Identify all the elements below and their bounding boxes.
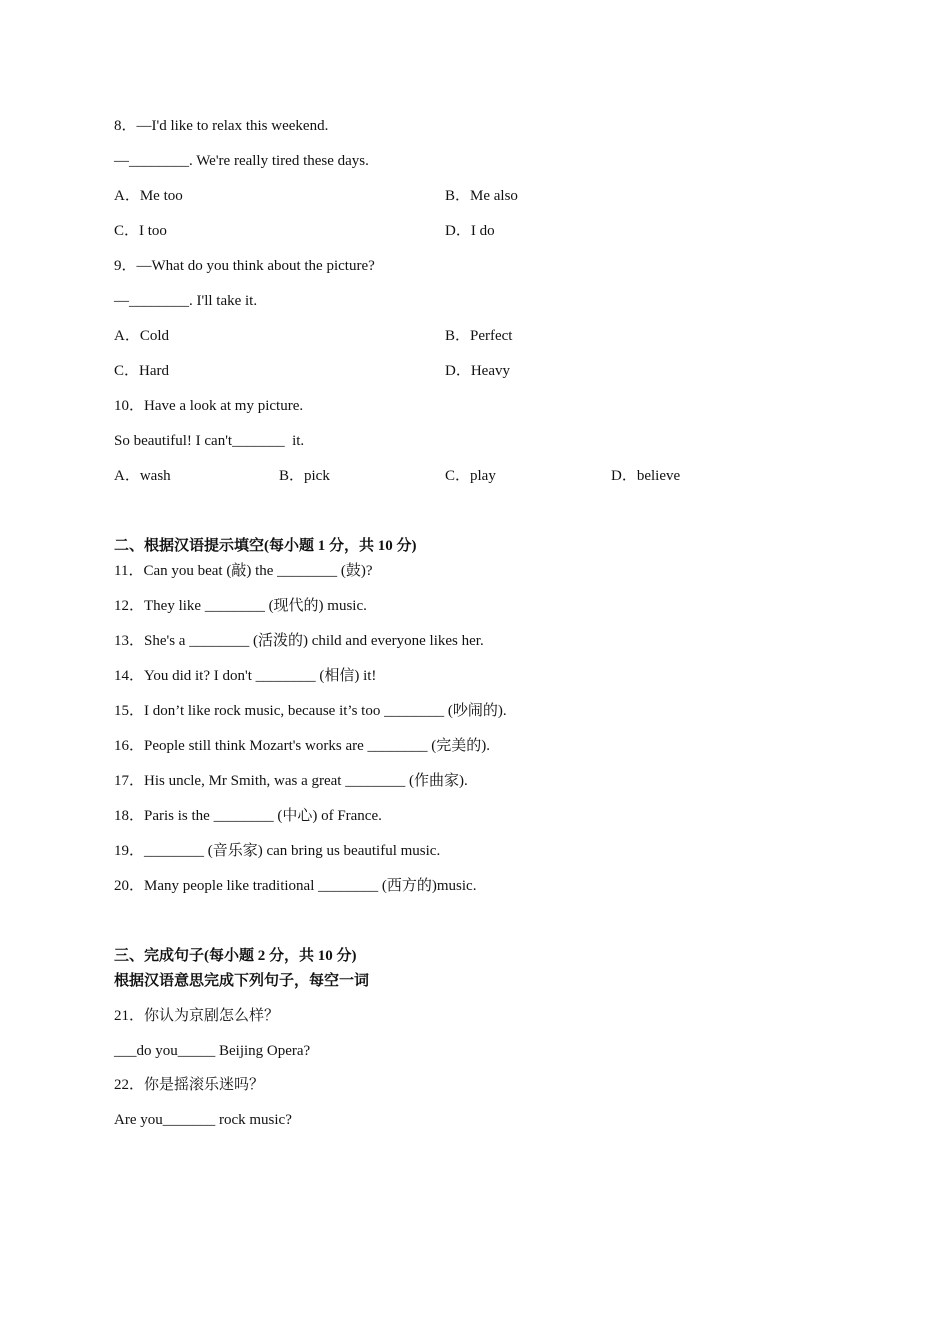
q21-stem: 21．你认为京剧怎么样？ bbox=[114, 1008, 280, 1024]
q9-reply: —________. I'll take it. bbox=[114, 293, 258, 309]
q21-answer: ___do you_____ Beijing Opera? bbox=[114, 1043, 311, 1059]
q14: 14．You did it? I don't ________ (相信) it! bbox=[114, 668, 377, 684]
q18: 18．Paris is the ________ (中心) of France. bbox=[114, 808, 382, 824]
q15: 15．I don’t like rock music, because it’s too ________ (吵闹的). bbox=[114, 703, 507, 719]
q22-stem: 22．你是摇滚乐迷吗？ bbox=[114, 1077, 265, 1093]
section3-subheading: 根据汉语意思完成下列句子，每空一词 bbox=[114, 973, 370, 989]
q10-option-a: A．wash bbox=[114, 468, 171, 484]
q10-option-d: D．believe bbox=[611, 468, 681, 484]
q10-stem: 10．Have a look at my picture. bbox=[114, 398, 304, 414]
q16: 16．People still think Mozart's works are ________ (完美的). bbox=[114, 738, 490, 754]
q10-reply: So beautiful! I can't_______ it. bbox=[114, 433, 305, 449]
q19: 19．________ (音乐家) can bring us beautiful music. bbox=[114, 843, 441, 859]
section3-heading: 三、完成句子(每小题 2 分，共 10 分) bbox=[114, 948, 357, 964]
q9-option-c: C．Hard bbox=[114, 363, 169, 379]
q9-stem: 9．—What do you think about the picture? bbox=[114, 258, 375, 274]
q9-option-b: B．Perfect bbox=[445, 328, 513, 344]
q22-answer: Are you_______ rock music? bbox=[114, 1112, 292, 1128]
q9-option-a: A．Cold bbox=[114, 328, 170, 344]
q8-option-d: D．I do bbox=[445, 223, 495, 239]
q8-option-b: B．Me also bbox=[445, 188, 518, 204]
q8-option-c: C．I too bbox=[114, 223, 167, 239]
q12: 12．They like ________ (现代的) music. bbox=[114, 598, 367, 614]
q8-option-a: A．Me too bbox=[114, 188, 183, 204]
q8-reply: —________. We're really tired these days. bbox=[114, 153, 369, 169]
q13: 13．She's a ________ (活泼的) child and everyone likes her. bbox=[114, 633, 484, 649]
section2-heading: 二、根据汉语提示填空(每小题 1 分，共 10 分) bbox=[114, 538, 417, 554]
q11: 11．Can you beat (敲) the ________ (鼓)? bbox=[114, 563, 373, 579]
q10-option-c: C．play bbox=[445, 468, 496, 484]
q8-stem: 8．—I'd like to relax this weekend. bbox=[114, 118, 329, 134]
q9-option-d: D．Heavy bbox=[445, 363, 510, 379]
q20: 20．Many people like traditional ________ (西方的)music. bbox=[114, 878, 477, 894]
q17: 17．His uncle, Mr Smith, was a great ________ (作曲家). bbox=[114, 773, 468, 789]
q10-option-b: B．pick bbox=[279, 468, 330, 484]
